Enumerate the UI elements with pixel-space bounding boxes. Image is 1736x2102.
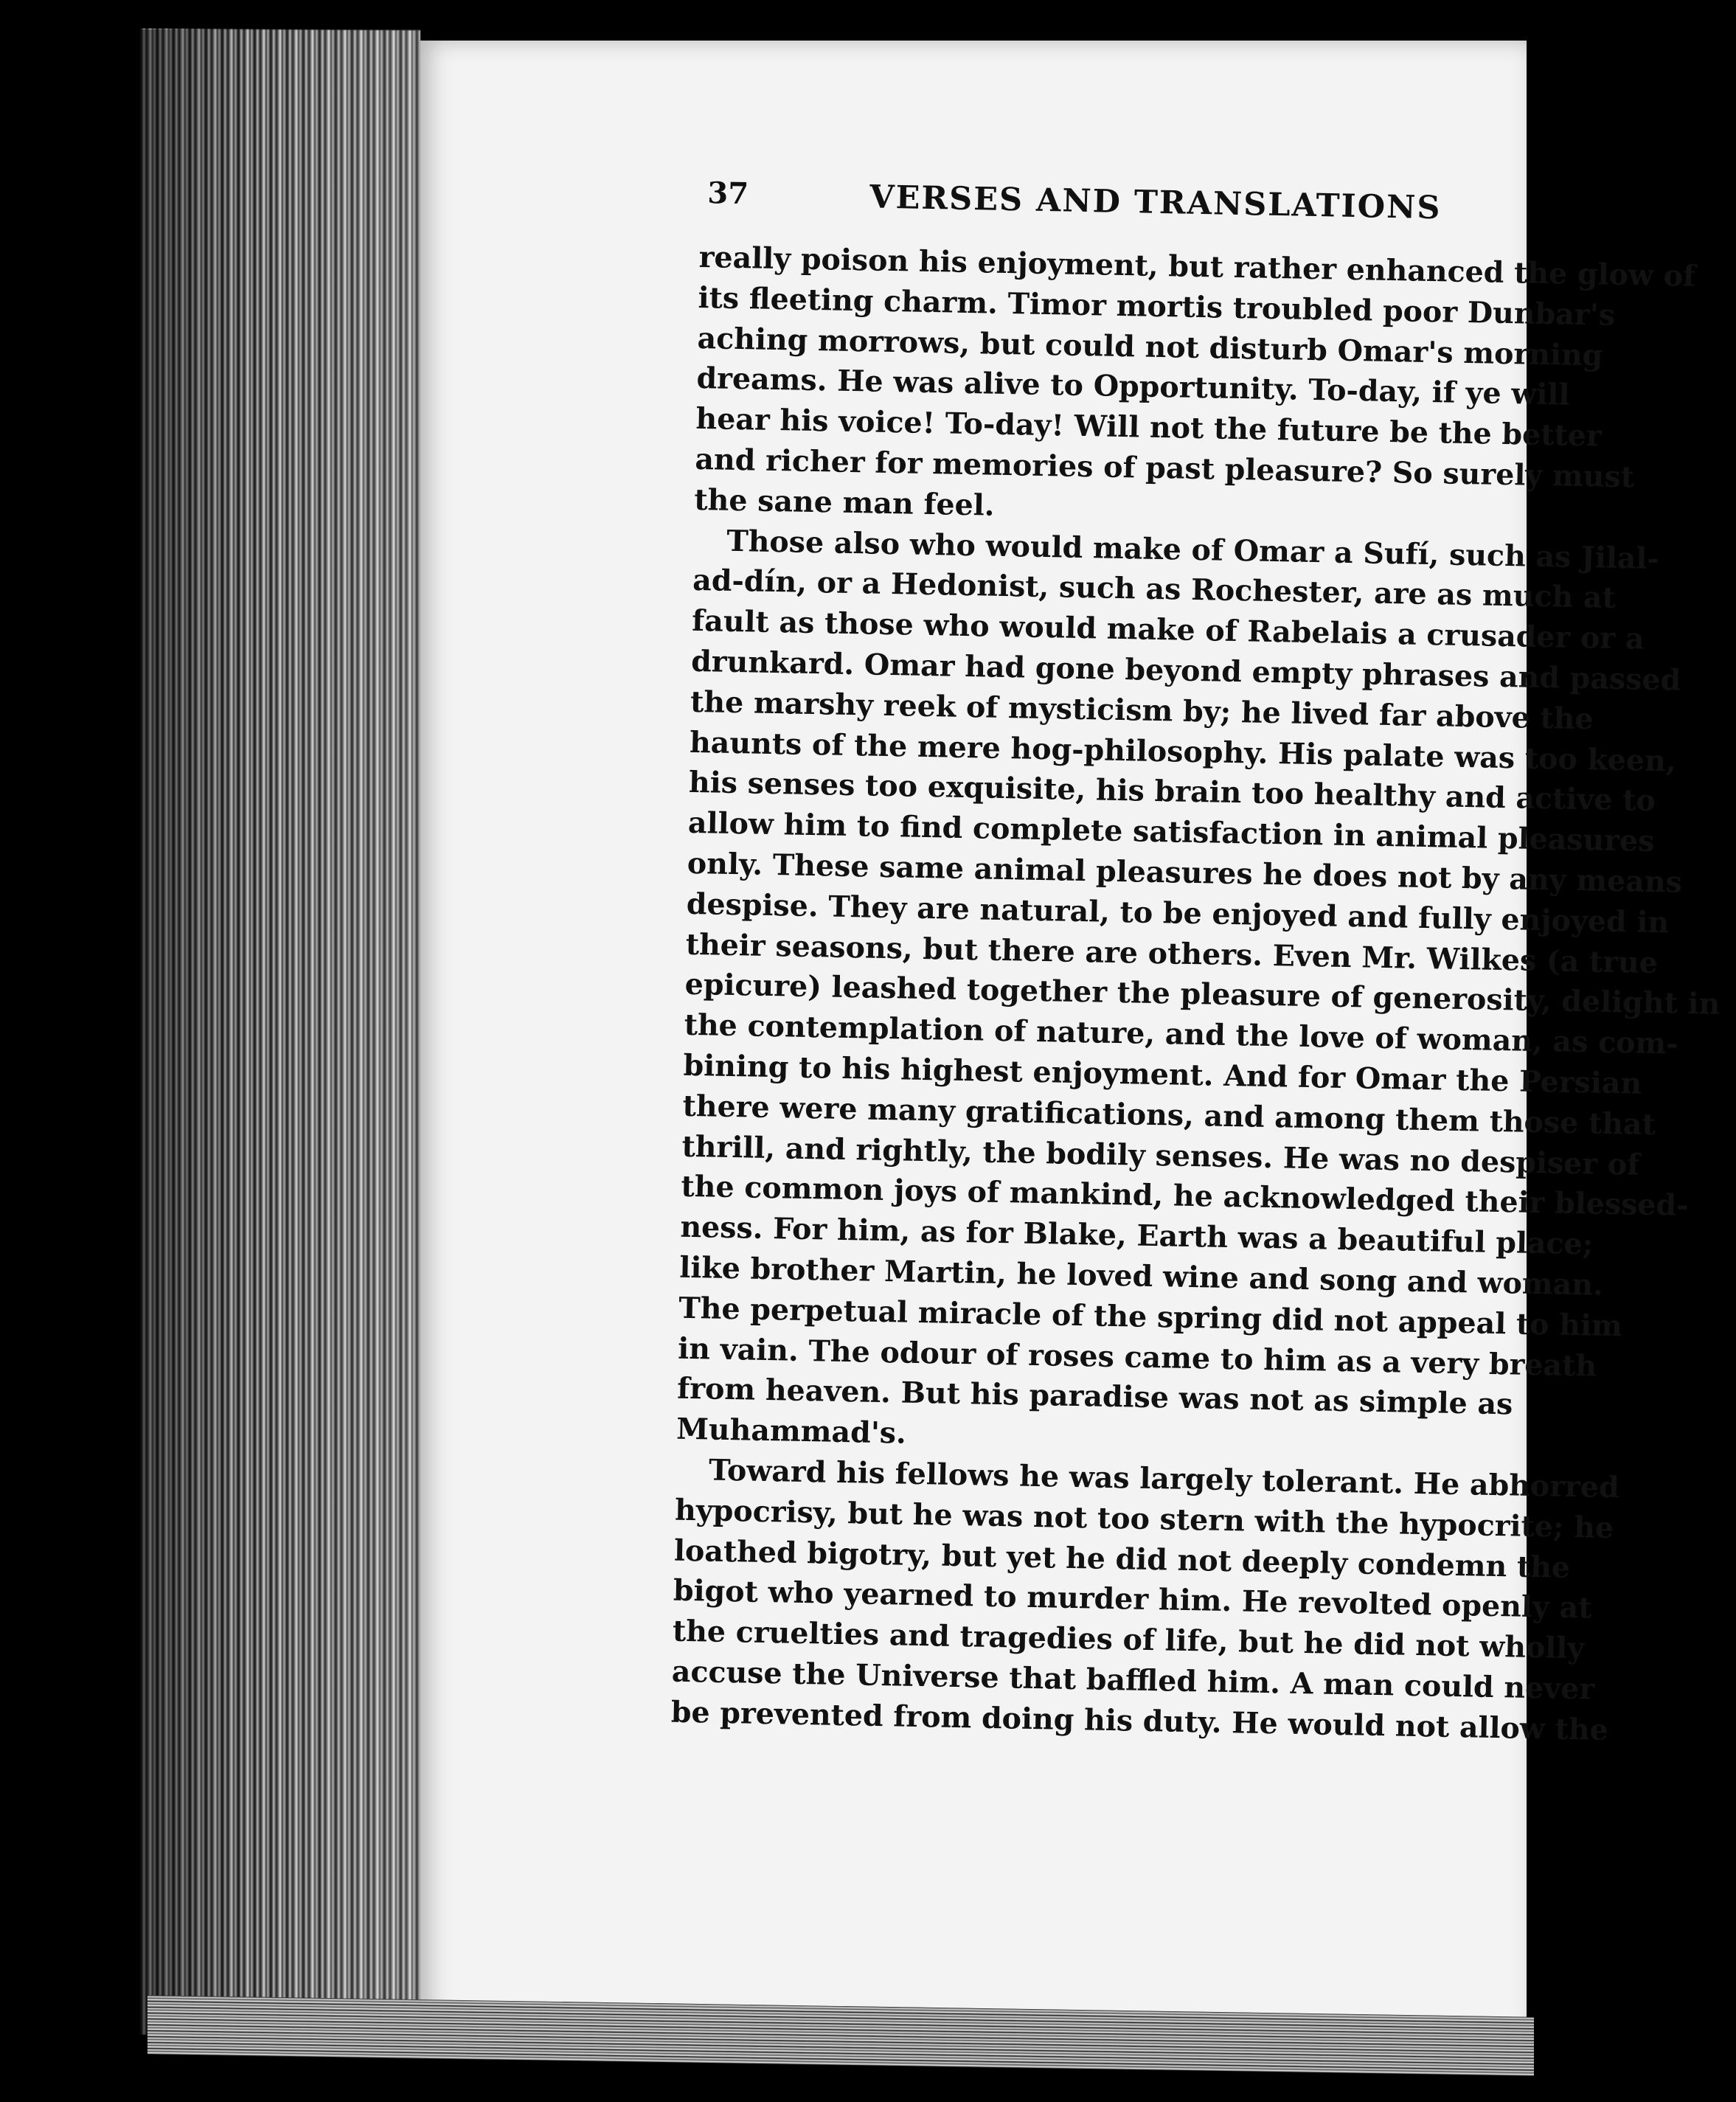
text-line: there were many gratifications, and among them those that	[682, 1089, 1656, 1142]
text-line: dreams. He was alive to Opportunity. To-day, if ye will	[696, 361, 1570, 413]
page-number: 37	[706, 176, 749, 212]
text-line: like brother Martin, he loved wine and song and woman.	[678, 1250, 1604, 1303]
text-line: fault as those who would make of Rabelais a crusader or a	[691, 604, 1645, 656]
text-line: in vain. The odour of roses came to him as a very breath	[677, 1331, 1597, 1384]
text-line: the sane man feel.	[693, 482, 995, 523]
text-line: drunkard. Omar had gone beyond empty phrases and passed	[690, 644, 1681, 698]
text-line: bigot who yearned to murder him. He revolted openly at	[673, 1573, 1592, 1626]
text-line: its fleeting charm. Timor mortis troubled poor Dunbar's	[698, 280, 1616, 333]
running-title: VERSES AND TRANSLATIONS	[869, 178, 1442, 227]
text-line: thrill, and rightly, the bodily senses. He was no despiser of	[681, 1129, 1640, 1182]
text-line: ness. For him, as for Blake, Earth was a beautiful place;	[680, 1210, 1594, 1262]
text-line: from heaven. But his paradise was not as simple as	[676, 1372, 1513, 1422]
paragraph-2	[676, 520, 1721, 1465]
text-line: aching morrows, but could not disturb Omar's morning	[697, 321, 1603, 373]
text-line: haunts of the mere hog-philosophy. His palate was too keen,	[689, 725, 1677, 779]
text-line: hypocrisy, but he was not too stern with the hypocrite; he	[674, 1493, 1614, 1545]
text-line: be prevented from doing his duty. He would not allow the	[670, 1695, 1609, 1747]
text-line: allow him to find complete satisfaction in animal pleasures	[687, 805, 1655, 859]
text-line: the contemplation of nature, and the love of woman, as com-	[684, 1007, 1679, 1061]
text-line: bining to his highest enjoyment. And for Omar the Persian	[683, 1048, 1642, 1101]
text-line: Muhammad's.	[676, 1412, 907, 1451]
text-line: loathed bigotry, but yet he did not deeply condemn the	[673, 1533, 1571, 1585]
text-line: only. These same animal pleasures he does not by any means	[687, 846, 1683, 900]
text-line: the marshy reek of mysticism by; he lived far above the	[690, 684, 1594, 737]
text-line: really poison his enjoyment, but rather enhanced the glow of	[698, 240, 1696, 294]
text-line: his senses too exquisite, his brain too healthy and active to	[688, 766, 1656, 819]
text-line: hear his voice! To-day! Will not the future be the better	[695, 402, 1603, 454]
text-line: accuse the Universe that baffled him. A man could never	[671, 1654, 1595, 1707]
paragraph-3	[670, 1450, 1620, 1749]
text-line: their seasons, but there are others. Even Mr. Wilkes (a true	[685, 927, 1659, 980]
text-line: epicure) leashed together the pleasure of generosity, delight in	[684, 968, 1721, 1022]
text-line: and richer for memories of past pleasure? So surely must	[695, 442, 1635, 495]
page-edges-shadow	[140, 30, 420, 2036]
text-line: despise. They are natural, to be enjoyed and fully enjoyed in	[686, 887, 1670, 940]
text-line: Toward his fellows he was largely tolerant. He abhorred	[708, 1453, 1620, 1505]
paragraph-1	[693, 237, 1696, 536]
text-line: Those also who would make of Omar a Sufí, such as Jilal-	[726, 524, 1660, 576]
text-line: The perpetual miracle of the spring did not appeal to him	[678, 1291, 1623, 1343]
text-line: ad-dín, or a Hedonist, such as Rochester, are as much at	[692, 563, 1617, 616]
text-line: the cruelties and tragedies of life, but he did not wholly	[672, 1614, 1585, 1666]
page-text-block	[670, 170, 1721, 1748]
text-line: the common joys of mankind, he acknowledged their blessed-	[681, 1170, 1689, 1224]
